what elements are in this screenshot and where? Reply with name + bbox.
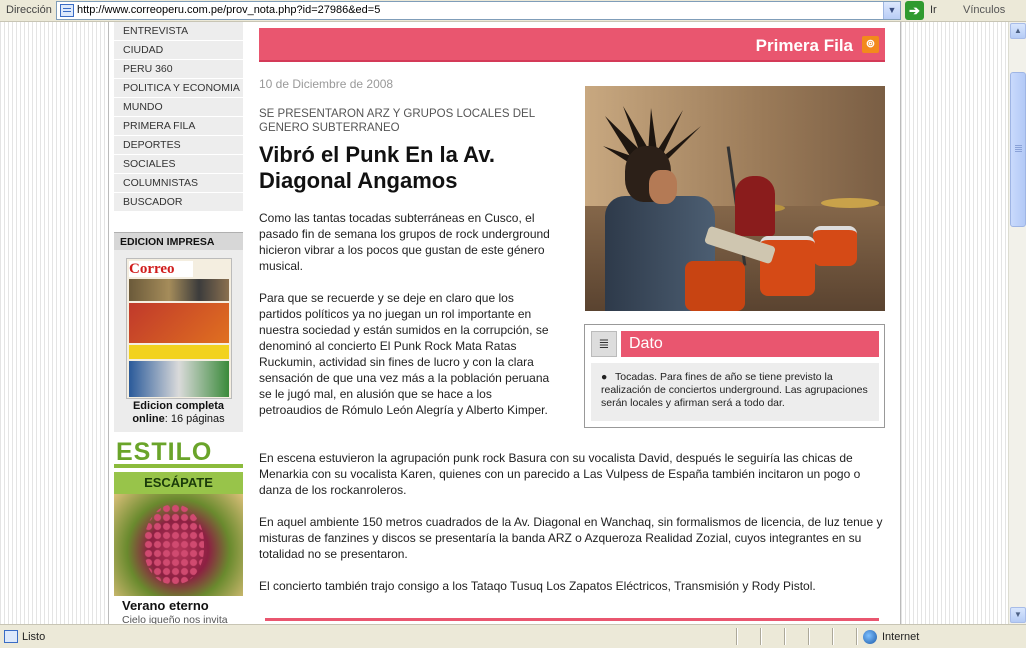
article-kicker: SE PRESENTARON ARZ Y GRUPOS LOCALES DEL GENERO SUBTERRANEO	[259, 108, 535, 134]
escapate-tag: ESCÁPATE	[114, 472, 243, 494]
cover-logo: Correo	[129, 261, 193, 277]
nav-item-peru360[interactable]: PERU 360	[114, 60, 243, 79]
drum	[813, 226, 857, 266]
print-edition-caption[interactable]	[114, 400, 243, 426]
chevron-down-icon[interactable]: ▼	[883, 2, 900, 19]
cymbal	[821, 198, 879, 208]
grapes-photo[interactable]	[114, 494, 243, 596]
promo-title[interactable]: Verano eterno	[122, 598, 209, 613]
page-margin-left	[0, 22, 108, 624]
status-divider	[760, 628, 762, 645]
go-label[interactable]: Ir	[930, 4, 937, 16]
status-divider	[832, 628, 834, 645]
nav-item-deportes[interactable]: DEPORTES	[114, 136, 243, 155]
fact-box-body	[591, 363, 879, 421]
go-arrow-icon[interactable]: ➔	[905, 1, 924, 20]
page-icon	[4, 630, 18, 643]
vertical-scrollbar[interactable]	[1008, 22, 1026, 624]
article-photo	[585, 86, 885, 311]
nav-item-ciudad[interactable]: CIUDAD	[114, 41, 243, 60]
cover-lead-photo	[129, 303, 229, 343]
scroll-up-icon[interactable]: ▲	[1010, 23, 1026, 39]
address-bar	[0, 0, 1026, 22]
fact-box-text: Tocadas. Para fines de año se tiene previsto la realización de conciertos underground. Las agrupaciones serán locales y afirman será a todo dar.	[601, 371, 868, 409]
page-icon	[60, 4, 74, 17]
page-margin-right	[900, 22, 1008, 624]
print-edition-link[interactable]: Edicion completa online	[132, 400, 225, 425]
scrollbar-thumb[interactable]	[1010, 72, 1026, 227]
status-bar	[0, 624, 1026, 648]
promo-subtitle: Cielo iqueño nos invita	[122, 614, 228, 624]
print-edition-box	[114, 232, 243, 432]
cover-yellow-band	[129, 345, 229, 359]
browser-viewport	[0, 22, 1008, 624]
section-nav	[114, 22, 243, 212]
fact-box	[584, 324, 885, 428]
status-divider	[856, 628, 858, 645]
status-text: Listo	[22, 631, 46, 643]
address-label: Dirección	[6, 4, 52, 16]
rss-icon[interactable]: ⊚	[862, 36, 879, 53]
fact-box-title: Dato	[621, 331, 879, 357]
article-paragraph: El concierto también trajo consigo a los Tataqo Tusuq Los Zapatos Eléctricos, Transmisión y Rody Pistol.	[259, 579, 816, 593]
nav-item-mundo[interactable]: MUNDO	[114, 98, 243, 117]
go-button[interactable]	[905, 1, 955, 20]
article-paragraph: En aquel ambiente 150 metros cuadrados de la Av. Diagonal en Wanchaq, sin formalismos de licencia, de luz tenue y misturas de fanzines y discos se presentaría la banda ARZ o Azqueroza Realidad Zozial, cuyos integrantes en su totalidad no se presentaron.	[259, 515, 883, 561]
status-divider	[784, 628, 786, 645]
section-title: Primera Fila	[755, 36, 853, 55]
nav-item-sociales[interactable]: SOCIALES	[114, 155, 243, 174]
list-icon: ≣	[591, 331, 617, 357]
nav-item-entrevista[interactable]: ENTREVISTA	[114, 22, 243, 41]
nav-item-buscador[interactable]: BUSCADOR	[114, 193, 243, 212]
address-input[interactable]	[56, 1, 901, 20]
print-edition-pages: : 16 páginas	[164, 413, 225, 425]
article-paragraph: En escena estuvieron la agrupación punk rock Basura con su vocalista David, después le seguiría las chicas de Menarkia con su vocalista Karen, quienes con un parecido a Las Vulpess de España también incitaron un pogo o danza de los rockanroleros.	[259, 451, 861, 497]
drummer-figure	[735, 176, 775, 236]
internet-zone-icon	[863, 630, 877, 644]
article-paragraph: Para que se recuerde y se deje en claro que los partidos políticos ya no juegan un rol importante en nuestra sociedad y están sumidos en la corrupción, se denominó al concierto El Punk Rock Mata Ratas Ruckumin, actividad sin fines de lucro y con la clara sensación de que una vez más a la población peruana se le jugó mal, en alusión que se hace a los petroaudios de Rómulo León Alegría y Alberto Kimper.	[259, 291, 550, 417]
zone-text: Internet	[882, 631, 920, 643]
estilo-logo: ESTILO	[114, 438, 243, 468]
links-button[interactable]: Vínculos	[963, 4, 1006, 16]
status-divider	[808, 628, 810, 645]
scroll-down-icon[interactable]: ▼	[1010, 607, 1026, 623]
estilo-promo[interactable]	[114, 438, 243, 624]
article-headline: Vibró el Punk En la Av. Diagonal Angamos	[259, 142, 495, 193]
page-content	[108, 22, 900, 624]
section-banner	[259, 28, 885, 62]
print-edition-heading: EDICION IMPRESA	[114, 232, 243, 250]
article-paragraph: Como las tantas tocadas subterráneas en Cusco, el pasado fin de semana los grupos de rock underground hicieron vibrar a los pocos que gustan de este género musical.	[259, 211, 550, 273]
guitarist-face	[649, 170, 677, 204]
cover-photo-strip	[129, 279, 229, 301]
nav-item-primera-fila[interactable]: PRIMERA FILA	[114, 117, 243, 136]
address-url[interactable]: http://www.correoperu.com.pe/prov_nota.php?id=27986&ed=5	[77, 4, 381, 16]
newspaper-cover-image[interactable]	[126, 258, 232, 399]
drum	[685, 261, 745, 311]
nav-item-politica[interactable]: POLITICA Y ECONOMIA	[114, 79, 243, 98]
cover-bottom-photos	[129, 361, 229, 397]
section-divider	[265, 618, 879, 621]
nav-item-columnistas[interactable]: COLUMNISTAS	[114, 174, 243, 193]
bullet-icon: ●	[601, 371, 608, 383]
status-divider	[736, 628, 738, 645]
article-date: 10 de Diciembre de 2008	[259, 77, 394, 91]
